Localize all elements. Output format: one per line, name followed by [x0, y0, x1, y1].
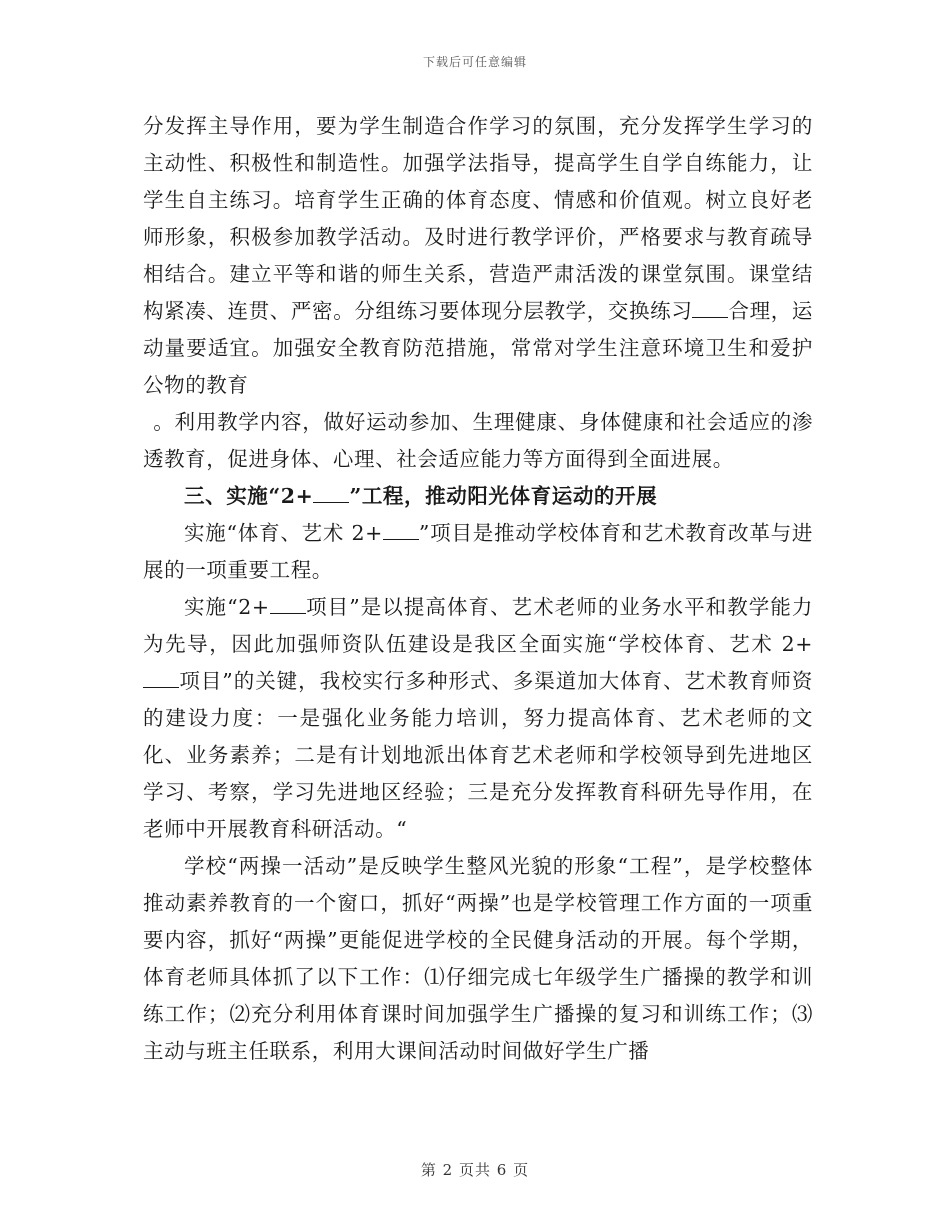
paragraph-text: 实施“2+: [184, 595, 270, 619]
fill-in-blank: [143, 669, 179, 688]
page-header: 下载后可任意编辑: [422, 55, 527, 69]
paragraph-text: 项目”的关键，我校实行多种形式、多渠道加大体育、艺术教育师资的建设力度：一是强化业务能力培训，努力提高体育、艺术老师的文化、业务素养；二是有计划地派出体育艺术老师和学校领导到先进地区学习、考察，学习先进地区经验；三是充分发挥教育科研先导作用，在老师中开展教育科研活动。“: [143, 669, 813, 841]
heading-text: 三、实施“2+: [184, 484, 314, 508]
paragraph-project-intro: [143, 515, 813, 589]
document-body: [143, 108, 813, 1070]
paragraph-text: 合理，运动量要适宜。加强安全教育防范措施，常常对学生注意环境卫生和爱护公物的教育: [143, 299, 813, 397]
paragraph-text: 项目”是以提高体育、艺术老师的业务水平和教学能力为先导，因此加强师资队伍建设是我区全面实施“学校体育、艺术 2+: [143, 595, 813, 656]
section-heading-3: [143, 478, 813, 515]
paragraph-infiltration-education: [143, 404, 813, 478]
paragraph-teacher-training: [143, 589, 813, 848]
fill-in-blank: [692, 299, 728, 318]
paragraph-text: 实施“体育、艺术 2+: [184, 521, 383, 545]
paragraph-teaching-methods: [143, 108, 813, 404]
fill-in-blank: [383, 521, 419, 540]
paragraph-text: 。利用教学内容，做好运动参加、生理健康、身体健康和社会适应的渗透教育，促进身体、心理、社会适应能力等方面得到全面进展。: [143, 410, 813, 471]
paragraph-text: ”项目是推动学校体育和艺术教育改革与进展的一项重要工程。: [143, 521, 813, 582]
heading-text: ”工程，推动阳光体育运动的开展: [349, 484, 658, 508]
paragraph-text: 学校“两操一活动”是反映学生整风光貌的形象“工程”，是学校整体推动素养教育的一个窗口，抓好“两操”也是学校管理工作方面的一项重要内容，抓好“两操”更能促进学校的全民健身活动的开展。每个学期，体育老师具体抓了以下工作：⑴仔细完成七年级学生广播操的教学和训练工作；⑵充分利用体育课时间加强学生广播操的复习和训练工作；⑶主动与班主任联系，利用大课间活动时间做好学生广播: [143, 854, 813, 1063]
page-footer: 第 2 页共 6 页: [420, 1161, 530, 1179]
paragraph-text: 分发挥主导作用，要为学生制造合作学习的氛围，充分发挥学生学习的主动性、积极性和制造性。加强学法指导，提高学生自学自练能力，让学生自主练习。培育学生正确的体育态度、情感和价值观。树立良好老师形象，积极参加教学活动。及时进行教学评价，严格要求与教育疏导相结合。建立平等和谐的师生关系，营造严肃活泼的课堂氛围。课堂结构紧凑、连贯、严密。分组练习要体现分层教学，交换练习: [143, 114, 813, 323]
fill-in-blank: [270, 595, 306, 614]
paragraph-two-exercises: [143, 848, 813, 1070]
fill-in-blank: [313, 484, 349, 503]
